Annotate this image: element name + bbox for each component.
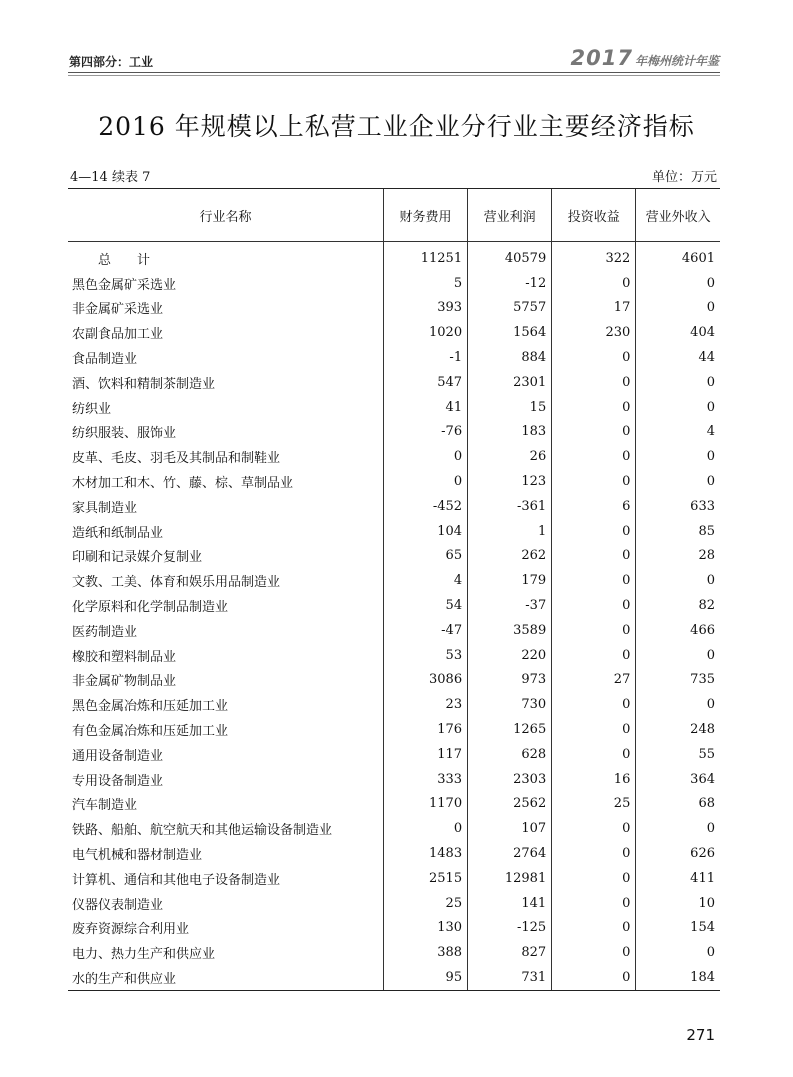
financial-expenses-cell: 547 xyxy=(383,370,467,395)
investment-income-cell: 0 xyxy=(552,395,636,420)
industry-name: 黑色金属冶炼和压延加工业 xyxy=(72,699,229,715)
table-row xyxy=(68,742,720,767)
financial-expenses-cell: 130 xyxy=(383,916,467,941)
table-row xyxy=(68,568,720,593)
non-operating-income-cell: 154 xyxy=(636,916,720,941)
investment-income-cell: 0 xyxy=(552,271,636,296)
industry-name: 皮革、毛皮、羽毛及其制品和制鞋业 xyxy=(72,451,281,467)
investment-income-cell: 0 xyxy=(552,519,636,544)
operating-profit-cell: 141 xyxy=(468,891,552,916)
table-row xyxy=(68,891,720,916)
operating-profit-cell: 884 xyxy=(468,345,552,370)
non-operating-income-cell: 0 xyxy=(636,643,720,668)
operating-profit-cell: 730 xyxy=(468,692,552,717)
table-row xyxy=(68,717,720,742)
table-row xyxy=(68,916,720,941)
financial-expenses-cell: 41 xyxy=(383,395,467,420)
table-header-row xyxy=(68,189,720,242)
table-row xyxy=(68,618,720,643)
operating-profit-cell: 2301 xyxy=(468,370,552,395)
industry-name: 文教、工美、体育和娱乐用品制造业 xyxy=(72,575,281,591)
operating-profit-cell: 1564 xyxy=(468,320,552,345)
yearbook-year: 2017 xyxy=(570,46,633,70)
operating-profit-cell: 827 xyxy=(468,940,552,965)
non-operating-income-cell: 184 xyxy=(636,965,720,990)
financial-expenses-cell: 23 xyxy=(383,692,467,717)
investment-income-cell: 0 xyxy=(552,568,636,593)
financial-expenses-cell: 0 xyxy=(383,816,467,841)
industry-name: 印刷和记录媒介复制业 xyxy=(72,550,203,566)
table-row xyxy=(68,866,720,891)
non-operating-income-cell: 44 xyxy=(636,345,720,370)
table-number: 4—14 续表 7 xyxy=(70,170,151,185)
industry-name: 通用设备制造业 xyxy=(72,748,164,764)
financial-expenses-cell: 1170 xyxy=(383,792,467,817)
table-row xyxy=(68,494,720,519)
financial-expenses-cell: 11251 xyxy=(383,242,467,271)
industry-name: 纺织服装、服饰业 xyxy=(72,426,177,442)
non-operating-income-cell: 10 xyxy=(636,891,720,916)
non-operating-income-cell: 404 xyxy=(636,320,720,345)
industry-name: 纺织业 xyxy=(72,401,112,417)
operating-profit-cell: 123 xyxy=(468,469,552,494)
non-operating-income-cell: 28 xyxy=(636,544,720,569)
investment-income-cell: 0 xyxy=(552,444,636,469)
non-operating-income-cell: 248 xyxy=(636,717,720,742)
table-row xyxy=(68,271,720,296)
financial-expenses-cell: 4 xyxy=(383,568,467,593)
investment-income-cell: 0 xyxy=(552,469,636,494)
operating-profit-cell: 1 xyxy=(468,519,552,544)
header-rule xyxy=(68,72,720,73)
non-operating-income-cell: 0 xyxy=(636,940,720,965)
operating-profit-cell: 731 xyxy=(468,965,552,990)
investment-income-cell: 0 xyxy=(552,692,636,717)
table-row xyxy=(68,767,720,792)
column-header-investment-income: 投资收益 xyxy=(552,189,636,242)
non-operating-income-cell: 4 xyxy=(636,420,720,445)
industry-name: 专用设备制造业 xyxy=(72,773,164,789)
industry-name: 非金属矿采选业 xyxy=(72,302,164,318)
table-row xyxy=(68,965,720,990)
total-row xyxy=(68,242,720,271)
non-operating-income-cell: 364 xyxy=(636,767,720,792)
non-operating-income-cell: 0 xyxy=(636,271,720,296)
investment-income-cell: 0 xyxy=(552,345,636,370)
non-operating-income-cell: 68 xyxy=(636,792,720,817)
industry-name: 造纸和纸制品业 xyxy=(72,525,164,541)
financial-expenses-cell: 3086 xyxy=(383,668,467,693)
financial-expenses-cell: 0 xyxy=(383,444,467,469)
table-row xyxy=(68,370,720,395)
table-row xyxy=(68,643,720,668)
non-operating-income-cell: 0 xyxy=(636,469,720,494)
financial-expenses-cell: 54 xyxy=(383,593,467,618)
investment-income-cell: 0 xyxy=(552,841,636,866)
industry-name: 电力、热力生产和供应业 xyxy=(72,947,216,963)
non-operating-income-cell: 82 xyxy=(636,593,720,618)
financial-expenses-cell: 393 xyxy=(383,296,467,321)
operating-profit-cell: 179 xyxy=(468,568,552,593)
table-row xyxy=(68,444,720,469)
operating-profit-cell: 220 xyxy=(468,643,552,668)
operating-profit-cell: -37 xyxy=(468,593,552,618)
investment-income-cell: 0 xyxy=(552,544,636,569)
table-row xyxy=(68,420,720,445)
non-operating-income-cell: 0 xyxy=(636,816,720,841)
operating-profit-cell: 628 xyxy=(468,742,552,767)
investment-income-cell: 0 xyxy=(552,891,636,916)
financial-expenses-cell: -452 xyxy=(383,494,467,519)
table-row xyxy=(68,593,720,618)
financial-expenses-cell: -76 xyxy=(383,420,467,445)
investment-income-cell: 0 xyxy=(552,643,636,668)
operating-profit-cell: -12 xyxy=(468,271,552,296)
operating-profit-cell: 3589 xyxy=(468,618,552,643)
table-row xyxy=(68,395,720,420)
table-row xyxy=(68,519,720,544)
operating-profit-cell: 107 xyxy=(468,816,552,841)
table-row xyxy=(68,692,720,717)
non-operating-income-cell: 4601 xyxy=(636,242,720,271)
page-number: 271 xyxy=(686,1026,715,1044)
operating-profit-cell: 2562 xyxy=(468,792,552,817)
financial-expenses-cell: 0 xyxy=(383,469,467,494)
industry-name: 仪器仪表制造业 xyxy=(72,897,164,913)
industry-name: 汽车制造业 xyxy=(72,798,138,814)
financial-expenses-cell: 65 xyxy=(383,544,467,569)
investment-income-cell: 322 xyxy=(552,242,636,271)
yearbook-header xyxy=(571,46,719,70)
operating-profit-cell: 40579 xyxy=(468,242,552,271)
industry-name: 家具制造业 xyxy=(72,500,138,516)
investment-income-cell: 0 xyxy=(552,940,636,965)
investment-income-cell: 0 xyxy=(552,593,636,618)
column-header-financial-expenses: 财务费用 xyxy=(383,189,467,242)
operating-profit-cell: 262 xyxy=(468,544,552,569)
operating-profit-cell: 183 xyxy=(468,420,552,445)
non-operating-income-cell: 55 xyxy=(636,742,720,767)
non-operating-income-cell: 735 xyxy=(636,668,720,693)
non-operating-income-cell: 0 xyxy=(636,568,720,593)
industry-name: 废弃资源综合利用业 xyxy=(72,922,190,938)
financial-expenses-cell: -1 xyxy=(383,345,467,370)
operating-profit-cell: 973 xyxy=(468,668,552,693)
table-body xyxy=(68,242,720,991)
investment-income-cell: 27 xyxy=(552,668,636,693)
investment-income-cell: 0 xyxy=(552,717,636,742)
industry-name: 酒、饮料和精制茶制造业 xyxy=(72,376,216,392)
operating-profit-cell: 12981 xyxy=(468,866,552,891)
investment-income-cell: 0 xyxy=(552,965,636,990)
operating-profit-cell: 2303 xyxy=(468,767,552,792)
financial-expenses-cell: 333 xyxy=(383,767,467,792)
financial-expenses-cell: 95 xyxy=(383,965,467,990)
investment-income-cell: 0 xyxy=(552,618,636,643)
industry-name: 农副食品加工业 xyxy=(72,327,164,343)
non-operating-income-cell: 411 xyxy=(636,866,720,891)
industry-name: 木材加工和木、竹、藤、棕、草制品业 xyxy=(72,476,294,492)
financial-expenses-cell: 117 xyxy=(383,742,467,767)
financial-expenses-cell: 5 xyxy=(383,271,467,296)
investment-income-cell: 0 xyxy=(552,370,636,395)
industry-name: 化学原料和化学制品制造业 xyxy=(72,600,229,616)
non-operating-income-cell: 633 xyxy=(636,494,720,519)
financial-expenses-cell: 1020 xyxy=(383,320,467,345)
table-row xyxy=(68,940,720,965)
investment-income-cell: 0 xyxy=(552,420,636,445)
industry-name: 食品制造业 xyxy=(72,352,138,368)
industry-name: 铁路、船舶、航空航天和其他运输设备制造业 xyxy=(72,823,333,839)
industry-name: 橡胶和塑料制品业 xyxy=(72,649,177,665)
investment-income-cell: 0 xyxy=(552,866,636,891)
industry-name: 有色金属冶炼和压延加工业 xyxy=(72,724,229,740)
operating-profit-cell: -361 xyxy=(468,494,552,519)
industry-name: 水的生产和供应业 xyxy=(68,965,383,990)
operating-profit-cell: 1265 xyxy=(468,717,552,742)
investment-income-cell: 16 xyxy=(552,767,636,792)
operating-profit-cell: 15 xyxy=(468,395,552,420)
indicator-table xyxy=(68,188,720,991)
table-row xyxy=(68,668,720,693)
industry-name: 非金属矿物制品业 xyxy=(72,674,177,690)
financial-expenses-cell: 25 xyxy=(383,891,467,916)
table-row xyxy=(68,544,720,569)
non-operating-income-cell: 0 xyxy=(636,395,720,420)
industry-name: 医药制造业 xyxy=(72,624,138,640)
table-row xyxy=(68,320,720,345)
investment-income-cell: 0 xyxy=(552,742,636,767)
non-operating-income-cell: 85 xyxy=(636,519,720,544)
section-header: 第四部分：工业 xyxy=(69,55,154,69)
table-row xyxy=(68,841,720,866)
financial-expenses-cell: 388 xyxy=(383,940,467,965)
industry-name: 电气机械和器材制造业 xyxy=(72,848,203,864)
operating-profit-cell: 2764 xyxy=(468,841,552,866)
non-operating-income-cell: 466 xyxy=(636,618,720,643)
column-header-non-operating-income: 营业外收入 xyxy=(636,189,720,242)
yearbook-name: 年梅州统计年鉴 xyxy=(634,54,719,68)
non-operating-income-cell: 0 xyxy=(636,296,720,321)
header-rule-thin xyxy=(68,75,720,76)
table-row xyxy=(68,469,720,494)
unit-label: 单位：万元 xyxy=(651,170,717,185)
non-operating-income-cell: 0 xyxy=(636,370,720,395)
financial-expenses-cell: 104 xyxy=(383,519,467,544)
table-row xyxy=(68,792,720,817)
column-header-operating-profit: 营业利润 xyxy=(468,189,552,242)
financial-expenses-cell: 1483 xyxy=(383,841,467,866)
non-operating-income-cell: 626 xyxy=(636,841,720,866)
non-operating-income-cell: 0 xyxy=(636,692,720,717)
investment-income-cell: 6 xyxy=(552,494,636,519)
industry-name: 黑色金属矿采选业 xyxy=(72,277,177,293)
table-row xyxy=(68,816,720,841)
investment-income-cell: 0 xyxy=(552,916,636,941)
investment-income-cell: 230 xyxy=(552,320,636,345)
table-row xyxy=(68,345,720,370)
operating-profit-cell: 26 xyxy=(468,444,552,469)
table-row xyxy=(68,296,720,321)
financial-expenses-cell: 53 xyxy=(383,643,467,668)
financial-expenses-cell: -47 xyxy=(383,618,467,643)
industry-name: 总 计 xyxy=(98,252,151,268)
financial-expenses-cell: 2515 xyxy=(383,866,467,891)
operating-profit-cell: -125 xyxy=(468,916,552,941)
industry-name: 计算机、通信和其他电子设备制造业 xyxy=(72,872,281,888)
column-header-industry: 行业名称 xyxy=(68,189,383,242)
operating-profit-cell: 5757 xyxy=(468,296,552,321)
investment-income-cell: 17 xyxy=(552,296,636,321)
investment-income-cell: 0 xyxy=(552,816,636,841)
investment-income-cell: 25 xyxy=(552,792,636,817)
non-operating-income-cell: 0 xyxy=(636,444,720,469)
financial-expenses-cell: 176 xyxy=(383,717,467,742)
page-title: 2016 年规模以上私营工业企业分行业主要经济指标 xyxy=(98,112,695,141)
